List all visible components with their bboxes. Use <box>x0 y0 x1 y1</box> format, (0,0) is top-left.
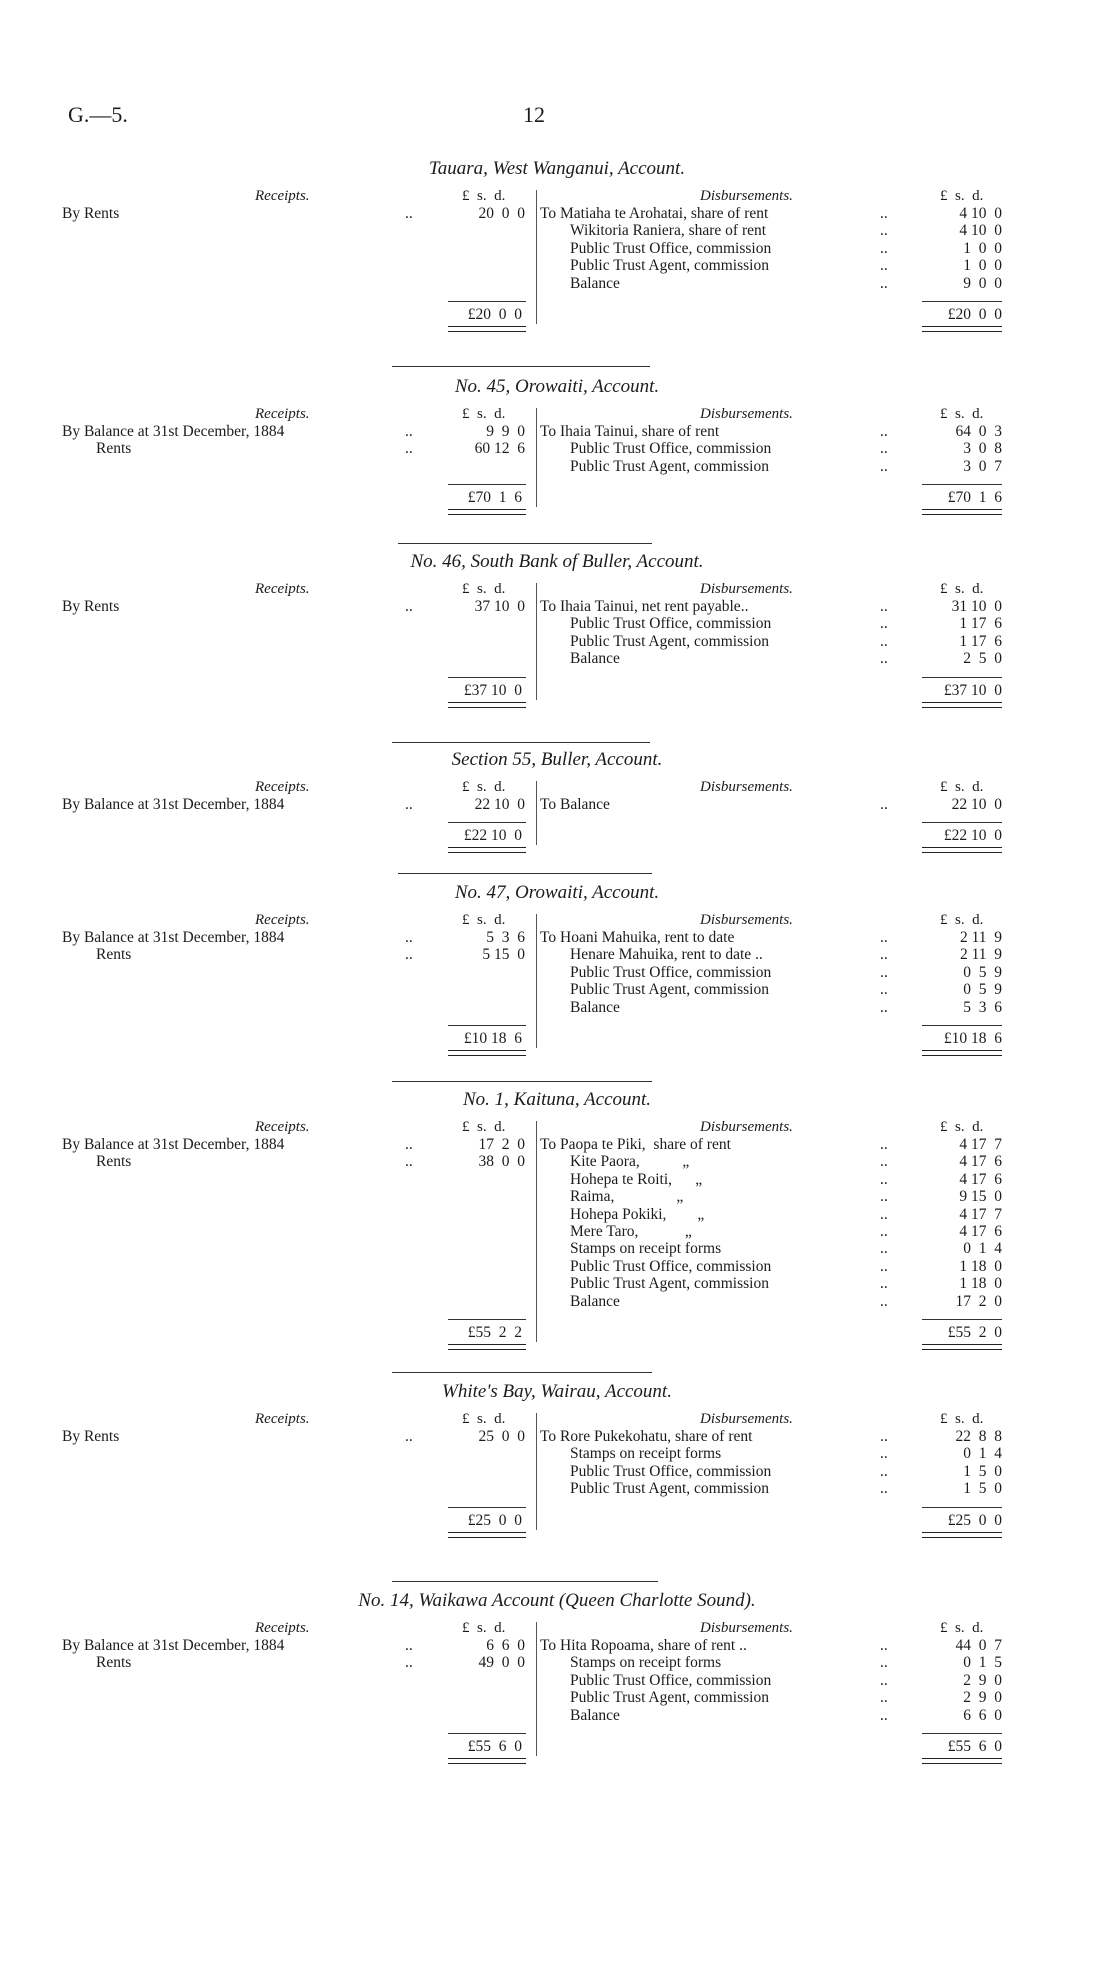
disbursements-currency-header: £ s. d. <box>940 912 984 928</box>
receipts-total: £22 10 0 <box>463 827 522 845</box>
disbursement-amount: 9 0 0 <box>963 274 1002 292</box>
disbursement-amount: 4 10 0 <box>959 205 1002 222</box>
receipt-description: Rents <box>96 440 132 458</box>
disbursement-description: Balance <box>570 274 620 292</box>
total-double-rule <box>922 509 1002 515</box>
leader-dots: .. <box>880 1205 888 1223</box>
leader-dots: .. <box>405 205 413 222</box>
receipts-currency-header: £ s. d. <box>462 779 506 795</box>
leader-dots: .. <box>405 440 413 458</box>
leader-dots: .. <box>880 1445 888 1463</box>
disbursement-amount: 1 17 6 <box>959 615 1002 633</box>
leader-dots: .. <box>880 963 888 981</box>
leader-dots: .. <box>880 632 888 650</box>
total-double-rule <box>922 702 1002 708</box>
subtotal-rule <box>922 822 1002 823</box>
disbursement-description: Hohepa Pokiki, „ <box>570 1205 705 1223</box>
account-title: No. 45, Orowaiti, Account. <box>454 376 660 397</box>
leader-dots: .. <box>880 274 888 292</box>
account-title: Tauara, West Wanganui, Account. <box>428 158 686 179</box>
disbursement-description: Public Trust Office, commission <box>570 1257 772 1275</box>
disbursement-amount: 4 10 0 <box>959 222 1002 240</box>
total-double-rule <box>448 1050 526 1056</box>
receipts-heading: Receipts. <box>255 1119 310 1135</box>
leader-dots: .. <box>405 1153 413 1171</box>
total-double-rule <box>922 1344 1002 1350</box>
subtotal-rule <box>448 1733 526 1734</box>
subtotal-rule <box>922 677 1002 678</box>
disbursements-total: £25 0 0 <box>947 1511 1002 1529</box>
total-double-rule <box>448 1532 526 1538</box>
disbursement-description: Balance <box>570 1292 620 1310</box>
disbursements-currency-header: £ s. d. <box>940 1411 984 1427</box>
column-divider <box>536 190 537 324</box>
disbursement-amount: 4 17 7 <box>959 1205 1002 1223</box>
disbursement-description: Mere Taro, „ <box>570 1223 692 1240</box>
section-separator-rule <box>392 742 650 743</box>
disbursement-description: To Rore Pukekohatu, share of rent <box>540 1428 753 1445</box>
account-title: No. 1, Kaituna, Account. <box>462 1089 652 1110</box>
disbursements-total: £55 2 0 <box>947 1324 1002 1341</box>
leader-dots: .. <box>880 998 888 1016</box>
leader-dots: .. <box>880 222 888 240</box>
account-block <box>0 160 1114 330</box>
disbursement-description: Public Trust Office, commission <box>570 615 772 633</box>
subtotal-rule <box>448 822 526 823</box>
subtotal-rule <box>448 1025 526 1026</box>
total-double-rule <box>922 847 1002 853</box>
receipt-amount: 5 3 6 <box>486 929 525 946</box>
account-title: No. 14, Waikawa Account (Queen Charlotte Sound). <box>358 1590 756 1611</box>
disbursement-description: Hohepa te Roiti, „ <box>570 1170 703 1188</box>
subtotal-rule <box>448 677 526 678</box>
account-title: No. 47, Orowaiti, Account. <box>454 882 660 903</box>
receipts-heading: Receipts. <box>255 779 310 795</box>
receipts-total: £70 1 6 <box>467 489 522 507</box>
disbursement-amount: 0 1 4 <box>963 1445 1002 1463</box>
total-double-rule <box>922 1532 1002 1538</box>
leader-dots: .. <box>880 1480 888 1498</box>
disbursements-total: £20 0 0 <box>947 306 1002 323</box>
leader-dots: .. <box>405 796 413 813</box>
leader-dots: .. <box>405 929 413 946</box>
disbursement-amount: 6 6 0 <box>963 1706 1002 1724</box>
disbursement-description: Stamps on receipt forms <box>570 1445 722 1463</box>
leader-dots: .. <box>405 1637 413 1654</box>
disbursement-description: Balance <box>570 650 620 668</box>
leader-dots: .. <box>880 1170 888 1188</box>
leader-dots: .. <box>880 1223 888 1240</box>
section-separator-rule <box>392 1372 652 1373</box>
disbursement-description: To Paopa te Piki, share of rent <box>540 1136 731 1153</box>
account-block <box>0 1592 1114 1762</box>
disbursement-amount: 2 9 0 <box>963 1671 1002 1689</box>
disbursement-description: Public Trust Agent, commission <box>570 632 769 650</box>
receipt-description: By Balance at 31st December, 1884 <box>62 1637 285 1654</box>
disbursement-amount: 22 8 8 <box>955 1428 1002 1445</box>
leader-dots: .. <box>880 929 888 946</box>
disbursement-amount: 0 5 9 <box>963 981 1002 999</box>
disbursement-amount: 2 11 9 <box>959 929 1002 946</box>
column-divider <box>536 914 537 1048</box>
disbursement-description: Public Trust Agent, commission <box>570 1275 769 1293</box>
column-divider <box>536 1622 537 1756</box>
disbursement-description: Public Trust Agent, commission <box>570 1689 769 1707</box>
subtotal-rule <box>448 484 526 485</box>
receipts-total: £25 0 0 <box>467 1511 522 1529</box>
disbursements-total: £10 18 6 <box>943 1030 1002 1047</box>
disbursement-description: To Hita Ropoama, share of rent .. <box>540 1637 747 1654</box>
leader-dots: .. <box>880 1188 888 1206</box>
disbursements-heading: Disbursements. <box>700 1119 793 1135</box>
account-block <box>0 1089 1114 1341</box>
disbursement-description: Public Trust Agent, commission <box>570 257 769 275</box>
receipts-heading: Receipts. <box>255 406 310 422</box>
total-double-rule <box>448 326 526 332</box>
disbursement-amount: 44 0 7 <box>955 1637 1002 1654</box>
account-block <box>0 884 1114 1054</box>
disbursement-amount: 1 18 0 <box>959 1275 1002 1293</box>
receipts-currency-header: £ s. d. <box>462 1119 506 1135</box>
disbursement-description: Public Trust Office, commission <box>570 963 772 981</box>
disbursement-description: Balance <box>570 998 620 1016</box>
disbursement-amount: 4 17 6 <box>959 1223 1002 1240</box>
receipt-amount: 22 10 0 <box>474 796 525 813</box>
disbursement-description: Public Trust Office, commission <box>570 1671 772 1689</box>
disbursement-amount: 0 1 5 <box>963 1654 1002 1672</box>
leader-dots: .. <box>880 440 888 458</box>
subtotal-rule <box>922 301 1002 302</box>
disbursement-description: Public Trust Office, commission <box>570 440 772 458</box>
receipts-heading: Receipts. <box>255 1620 310 1636</box>
receipt-amount: 17 2 0 <box>478 1136 525 1153</box>
disbursement-amount: 1 17 6 <box>959 632 1002 650</box>
account-block <box>0 1383 1114 1553</box>
leader-dots: .. <box>880 1671 888 1689</box>
disbursements-currency-header: £ s. d. <box>940 1620 984 1636</box>
disbursement-amount: 3 0 7 <box>963 457 1002 475</box>
leader-dots: .. <box>880 1257 888 1275</box>
disbursement-amount: 22 10 0 <box>951 796 1002 813</box>
receipts-currency-header: £ s. d. <box>462 581 506 597</box>
receipt-description: By Rents <box>62 205 120 222</box>
disbursement-amount: 0 5 9 <box>963 963 1002 981</box>
receipt-description: Rents <box>96 1153 132 1171</box>
receipts-currency-header: £ s. d. <box>462 406 506 422</box>
total-double-rule <box>922 326 1002 332</box>
disbursement-amount: 1 18 0 <box>959 1257 1002 1275</box>
account-title: No. 46, South Bank of Buller, Account. <box>410 551 704 572</box>
disbursement-amount: 2 11 9 <box>959 946 1002 964</box>
disbursement-description: Public Trust Agent, commission <box>570 457 769 475</box>
disbursement-description: Stamps on receipt forms <box>570 1654 722 1672</box>
total-double-rule <box>448 702 526 708</box>
receipt-amount: 38 0 0 <box>478 1153 525 1171</box>
receipt-amount: 49 0 0 <box>478 1654 525 1672</box>
disbursement-description: Public Trust Office, commission <box>570 1462 772 1480</box>
leader-dots: .. <box>880 423 888 440</box>
receipts-total: £55 6 0 <box>467 1738 522 1755</box>
leader-dots: .. <box>880 946 888 964</box>
disbursements-heading: Disbursements. <box>700 581 793 597</box>
column-divider <box>536 1413 537 1530</box>
leader-dots: .. <box>405 1428 413 1445</box>
disbursement-amount: 0 1 4 <box>963 1240 1002 1258</box>
receipts-total: £10 18 6 <box>463 1030 522 1047</box>
account-block <box>0 553 1114 723</box>
leader-dots: .. <box>880 1462 888 1480</box>
leader-dots: .. <box>880 1240 888 1258</box>
total-double-rule <box>448 509 526 515</box>
total-double-rule <box>448 1344 526 1350</box>
total-double-rule <box>448 847 526 853</box>
receipt-amount: 60 12 6 <box>474 440 525 458</box>
leader-dots: .. <box>880 1275 888 1293</box>
disbursement-amount: 2 9 0 <box>963 1689 1002 1707</box>
receipts-heading: Receipts. <box>255 912 310 928</box>
disbursement-amount: 9 15 0 <box>959 1188 1002 1206</box>
disbursements-heading: Disbursements. <box>700 912 793 928</box>
disbursement-amount: 3 0 8 <box>963 440 1002 458</box>
section-separator-rule <box>392 1581 658 1582</box>
leader-dots: .. <box>880 1428 888 1445</box>
leader-dots: .. <box>880 796 888 813</box>
leader-dots: .. <box>880 457 888 475</box>
leader-dots: .. <box>405 598 413 615</box>
disbursements-heading: Disbursements. <box>700 1411 793 1427</box>
receipt-description: Rents <box>96 1654 132 1672</box>
leader-dots: .. <box>880 650 888 668</box>
receipt-description: By Balance at 31st December, 1884 <box>62 1136 285 1153</box>
disbursement-amount: 17 2 0 <box>955 1292 1002 1310</box>
column-divider <box>536 408 537 507</box>
receipts-currency-header: £ s. d. <box>462 1620 506 1636</box>
leader-dots: .. <box>405 946 413 964</box>
leader-dots: .. <box>880 1637 888 1654</box>
receipts-total: £55 2 2 <box>467 1324 522 1341</box>
subtotal-rule <box>922 1733 1002 1734</box>
disbursements-currency-header: £ s. d. <box>940 406 984 422</box>
section-separator-rule <box>392 366 650 367</box>
receipt-amount: 25 0 0 <box>478 1428 525 1445</box>
total-double-rule <box>922 1050 1002 1056</box>
leader-dots: .. <box>405 423 413 440</box>
disbursement-amount: 1 0 0 <box>963 257 1002 275</box>
account-block <box>0 378 1114 548</box>
disbursement-description: Kite Paora, „ <box>570 1153 690 1171</box>
disbursements-total: £55 6 0 <box>947 1738 1002 1755</box>
page-number: 12 <box>523 102 545 127</box>
disbursement-description: Henare Mahuika, rent to date .. <box>570 946 763 964</box>
receipt-description: By Balance at 31st December, 1884 <box>62 423 285 440</box>
leader-dots: .. <box>880 205 888 222</box>
column-divider <box>536 781 537 845</box>
receipt-description: By Rents <box>62 598 120 615</box>
leader-dots: .. <box>880 598 888 615</box>
column-divider <box>536 583 537 700</box>
receipt-description: By Balance at 31st December, 1884 <box>62 929 285 946</box>
disbursement-amount: 31 10 0 <box>951 598 1002 615</box>
disbursements-total: £22 10 0 <box>943 827 1002 845</box>
disbursements-currency-header: £ s. d. <box>940 188 984 204</box>
document-reference: G.—5. <box>68 102 128 127</box>
subtotal-rule <box>448 1507 526 1508</box>
receipts-heading: Receipts. <box>255 1411 310 1427</box>
disbursement-amount: 1 0 0 <box>963 239 1002 257</box>
receipt-amount: 20 0 0 <box>478 205 525 222</box>
leader-dots: .. <box>405 1136 413 1153</box>
receipt-description: By Rents <box>62 1428 120 1445</box>
disbursement-amount: 1 5 0 <box>963 1480 1002 1498</box>
subtotal-rule <box>922 1507 1002 1508</box>
disbursement-description: To Matiaha te Arohatai, share of rent <box>540 205 769 222</box>
receipts-currency-header: £ s. d. <box>462 1411 506 1427</box>
disbursements-heading: Disbursements. <box>700 1620 793 1636</box>
receipts-currency-header: £ s. d. <box>462 912 506 928</box>
disbursements-currency-header: £ s. d. <box>940 779 984 795</box>
leader-dots: .. <box>880 1292 888 1310</box>
receipts-currency-header: £ s. d. <box>462 188 506 204</box>
subtotal-rule <box>448 1319 526 1320</box>
disbursements-currency-header: £ s. d. <box>940 581 984 597</box>
leader-dots: .. <box>880 239 888 257</box>
leader-dots: .. <box>880 1654 888 1672</box>
column-divider <box>536 1121 537 1342</box>
section-separator-rule <box>392 1081 652 1082</box>
disbursements-heading: Disbursements. <box>700 779 793 795</box>
disbursement-description: Public Trust Office, commission <box>570 239 772 257</box>
receipt-amount: 37 10 0 <box>474 598 525 615</box>
disbursement-description: Balance <box>570 1706 620 1724</box>
leader-dots: .. <box>405 1654 413 1672</box>
disbursement-description: Public Trust Agent, commission <box>570 1480 769 1498</box>
leader-dots: .. <box>880 1706 888 1724</box>
receipt-amount: 6 6 0 <box>486 1637 525 1654</box>
receipt-amount: 5 15 0 <box>482 946 525 964</box>
disbursement-amount: 2 5 0 <box>963 650 1002 668</box>
disbursement-description: To Balance <box>540 796 610 813</box>
leader-dots: .. <box>880 981 888 999</box>
disbursement-amount: 64 0 3 <box>955 423 1002 440</box>
leader-dots: .. <box>880 1136 888 1153</box>
receipt-description: Rents <box>96 946 132 964</box>
disbursement-amount: 1 5 0 <box>963 1462 1002 1480</box>
disbursement-description: Raima, „ <box>570 1188 684 1206</box>
subtotal-rule <box>922 484 1002 485</box>
disbursement-description: To Ihaia Tainui, share of rent <box>540 423 720 440</box>
subtotal-rule <box>922 1319 1002 1320</box>
disbursement-description: To Hoani Mahuika, rent to date <box>540 929 735 946</box>
total-double-rule <box>448 1758 526 1764</box>
receipt-description: By Balance at 31st December, 1884 <box>62 796 285 813</box>
receipts-total: £20 0 0 <box>467 306 522 323</box>
account-title: Section 55, Buller, Account. <box>451 749 663 770</box>
disbursement-amount: 4 17 6 <box>959 1153 1002 1171</box>
leader-dots: .. <box>880 615 888 633</box>
disbursement-amount: 4 17 7 <box>959 1136 1002 1153</box>
leader-dots: .. <box>880 1689 888 1707</box>
disbursements-heading: Disbursements. <box>700 188 793 204</box>
disbursement-description: To Ihaia Tainui, net rent payable.. <box>540 598 749 615</box>
receipt-amount: 9 9 0 <box>486 423 525 440</box>
disbursements-total: £37 10 0 <box>943 681 1002 699</box>
subtotal-rule <box>448 301 526 302</box>
leader-dots: .. <box>880 1153 888 1171</box>
disbursements-total: £70 1 6 <box>947 489 1002 507</box>
receipts-heading: Receipts. <box>255 581 310 597</box>
disbursement-description: Wikitoria Raniera, share of rent <box>570 222 767 240</box>
disbursement-description: Stamps on receipt forms <box>570 1240 722 1258</box>
receipts-total: £37 10 0 <box>463 681 522 699</box>
disbursement-amount: 4 17 6 <box>959 1170 1002 1188</box>
total-double-rule <box>922 1758 1002 1764</box>
account-title: White's Bay, Wairau, Account. <box>442 1381 672 1402</box>
disbursement-amount: 5 3 6 <box>963 998 1002 1016</box>
disbursement-description: Public Trust Agent, commission <box>570 981 769 999</box>
leader-dots: .. <box>880 257 888 275</box>
disbursements-currency-header: £ s. d. <box>940 1119 984 1135</box>
disbursements-heading: Disbursements. <box>700 406 793 422</box>
subtotal-rule <box>922 1025 1002 1026</box>
receipts-heading: Receipts. <box>255 188 310 204</box>
